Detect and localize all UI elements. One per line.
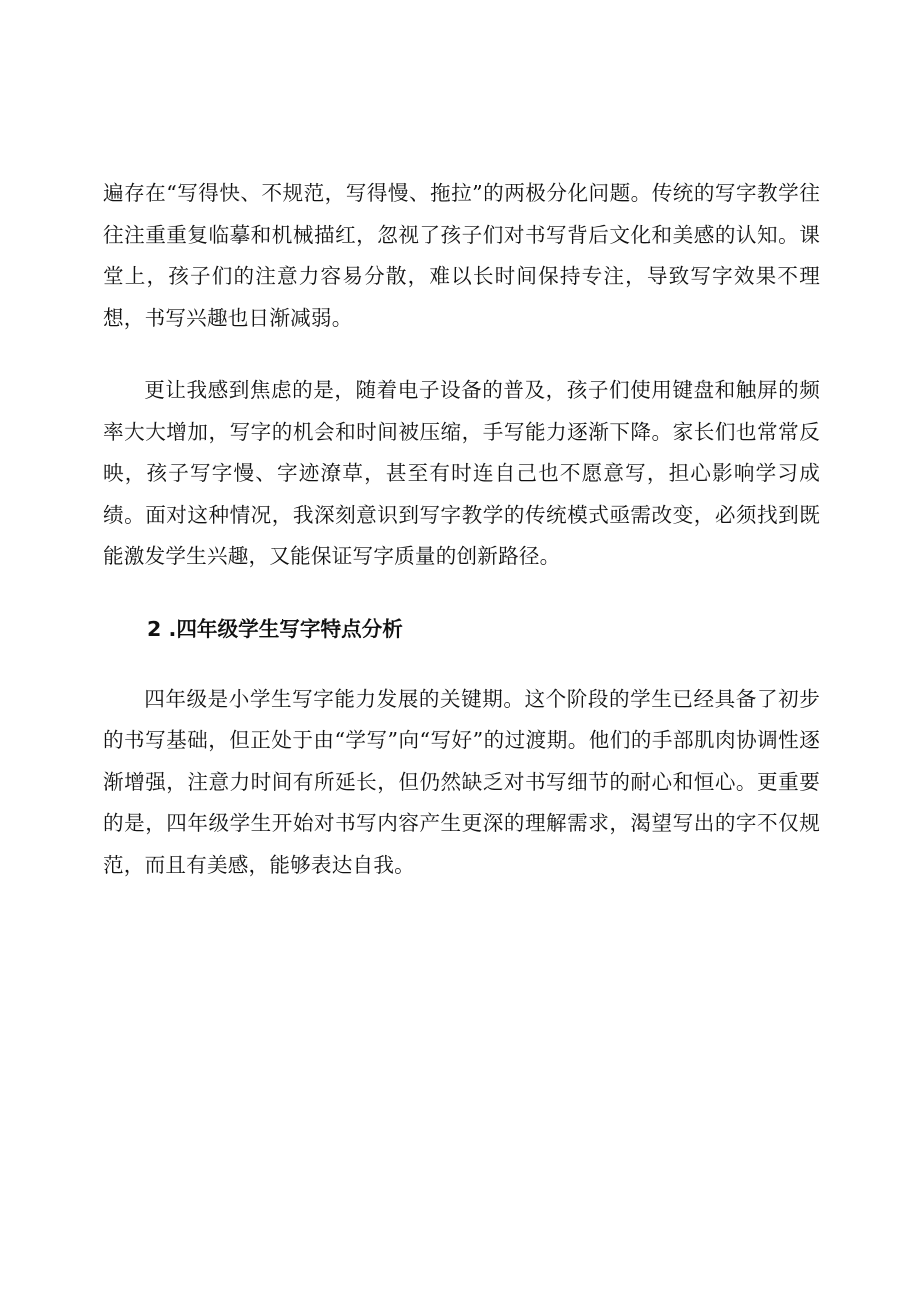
document-body xyxy=(103,173,820,886)
section-heading: 2 .四年级学生写字特点分析 xyxy=(147,616,403,641)
paragraph-anxiety: 更让我感到焦虑的是，随着电子设备的普及，孩子们使用键盘和触屏的频率大大增加，写字的机会和时间被压缩，手写能力逐渐下降。家长们也常常反映，孩子写字慢、字迹潦草，甚至有时连自己也不愿意写，担心影响学习成绩。面对这种情况，我深刻意识到写字教学的传统模式亟需改变，必须找到既能激发学生兴趣，又能保证写字质量的创新路径。 xyxy=(103,378,820,568)
paragraph-grade-four: 四年级是小学生写字能力发展的关键期。这个阶段的学生已经具备了初步的书写基础，但正处于由“学写”向“写好”的过渡期。他们的手部肌肉协调性逐渐增强，注意力时间有所延长，但仍然缺乏对书写细节的耐心和恒心。更重要的是，四年级学生开始对书写内容产生更深的理解需求，渴望写出的字不仅规范，而且有美感，能够表达自我。 xyxy=(103,686,820,877)
paragraph-continued: 遍存在“写得快、不规范，写得慢、拖拉”的两极分化问题。传统的写字教学往往注重重复临摹和机械描红，忽视了孩子们对书写背后文化和美感的认知。课堂上，孩子们的注意力容易分散，难以长时间保持专注，导致写字效果不理想，书写兴趣也日渐减弱。 xyxy=(103,181,820,330)
